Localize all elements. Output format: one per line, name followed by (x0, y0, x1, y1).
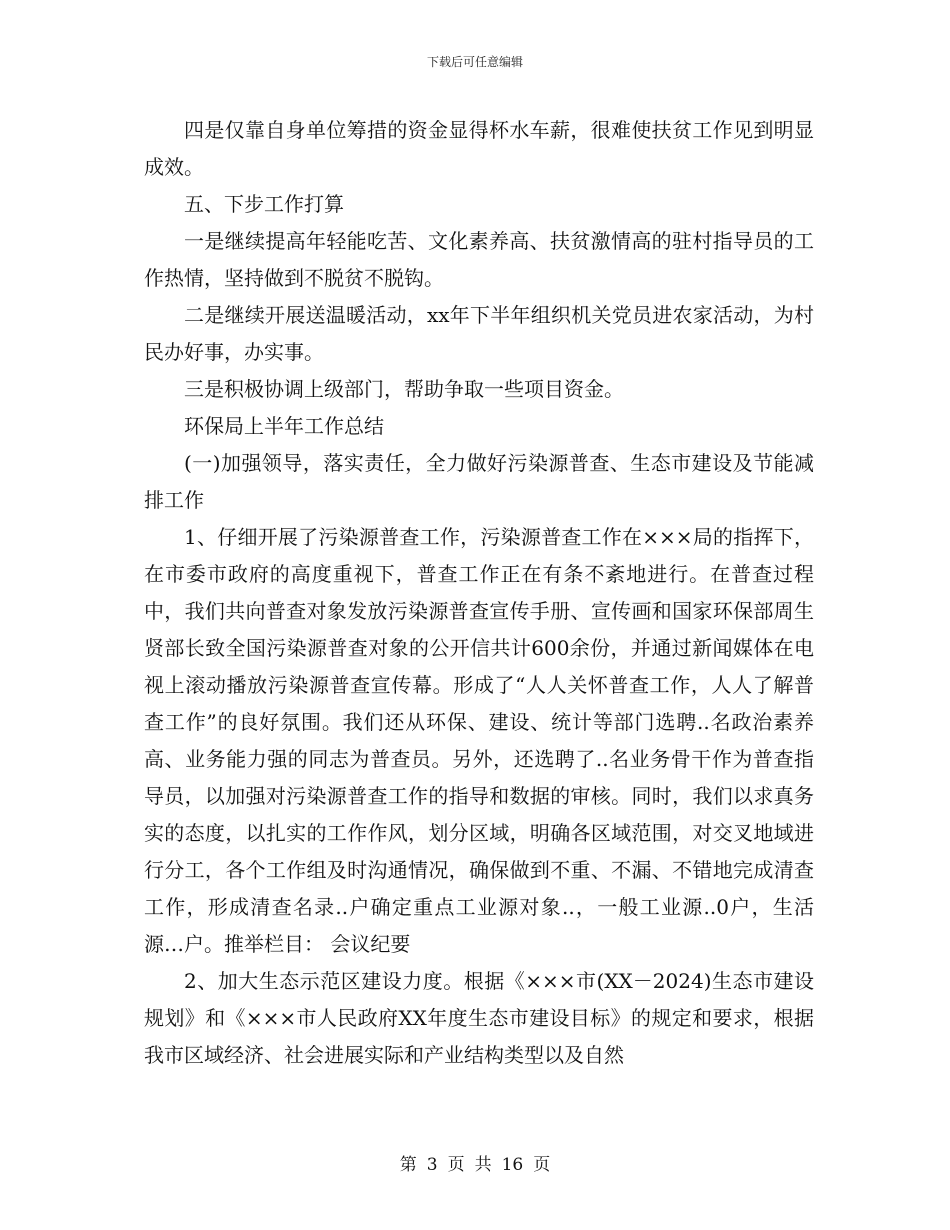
page-footer (0, 1155, 950, 1175)
paragraph-pollution-census: 1、仔细开展了污染源普查工作，污染源普查工作在×××局的指挥下，在市委市政府的高度重视下，普查工作正在有条不紊地进行。在普查过程中，我们共向普查对象发放污染源普查宣传手册、宣传画和国家环保部周生贤部长致全国污染源普查对象的公开信共计600余份，并通过新闻媒体在电视上滚动播放污染源普查宣传幕。形成了“人人关怀普查工作，人人了解普查工作”的良好氛围。我们还从环保、建设、统计等部门选聘..名政治素养高、业务能力强的同志为普查员。另外，还选聘了..名业务骨干作为普查指导员，以加强对污染源普查工作的指导和数据的审核。同时，我们以求真务实的态度，以扎实的工作作风，划分区域，明确各区域范围，对交叉地域进行分工，各个工作组及时沟通情况，确保做到不重、不漏、不错地完成清查工作，形成清查名录..户确定重点工业源对象..，一般工业源..0户，生活源…户。推举栏目： 会议纪要 (144, 525, 814, 956)
footer-suffix: 页 (533, 1155, 551, 1175)
heading-next-steps: 五、下步工作打算 (184, 192, 344, 216)
document-body (144, 112, 814, 1074)
section-title-environment-summary: 环保局上半年工作总结 (184, 414, 384, 438)
total-pages-number: 16 (501, 1155, 524, 1175)
paragraph-eco-zone: 2、加大生态示范区建设力度。根据《×××市(XX－2024)生态市建设规划》和《×××市人民政府XX年度生态市建设目标》的规定和要求，根据我市区域经济、社会进展实际和产业结构类型以及自然 (144, 969, 814, 1067)
paragraph-step-one: 一是继续提高年轻能吃苦、文化素养高、扶贫激情高的驻村指导员的工作热情，坚持做到不脱贫不脱钩。 (144, 229, 814, 290)
footer-prefix: 第 (399, 1155, 417, 1175)
header-note: 下载后可任意编辑 (426, 55, 523, 69)
subheading-leadership: (一)加强领导，落实责任，全力做好污染源普查、生态市建设及节能减排工作 (144, 451, 814, 512)
footer-total-prefix: 共 (474, 1155, 492, 1175)
paragraph-fund-shortage: 四是仅靠自身单位筹措的资金显得杯水车薪，很难使扶贫工作见到明显成效。 (144, 118, 814, 179)
paragraph-step-two: 二是继续开展送温暖活动，xx年下半年组织机关党员进农家活动，为村民办好事，办实事。 (144, 303, 814, 364)
current-page-number: 3 (426, 1155, 438, 1175)
footer-page-word: 页 (447, 1155, 465, 1175)
paragraph-step-three: 三是积极协调上级部门，帮助争取一些项目资金。 (184, 377, 624, 401)
